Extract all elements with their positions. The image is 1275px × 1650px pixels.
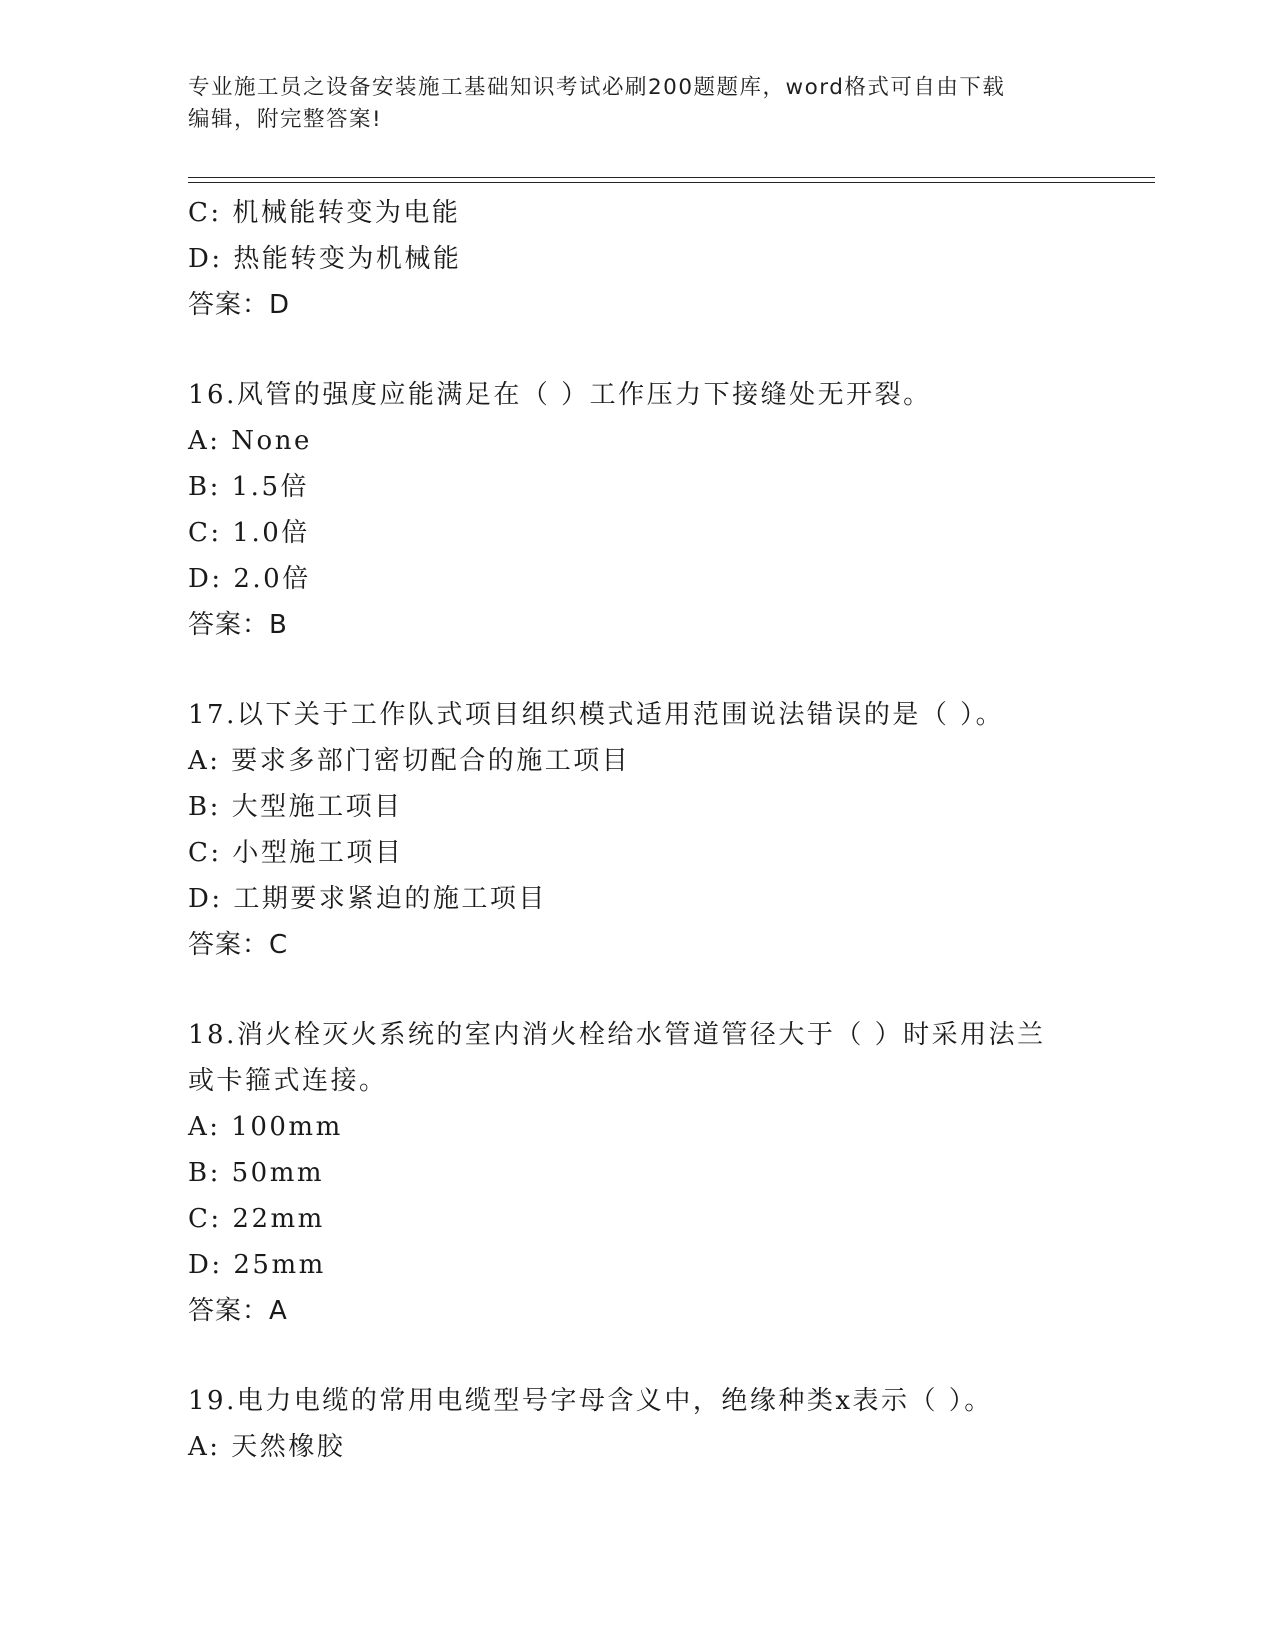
option-b: B: 50mm [188, 1158, 325, 1188]
option-c: C: 机械能转变为电能 [188, 198, 461, 228]
question-block-16 [188, 372, 1088, 648]
answer-label: 答案：C [188, 930, 289, 960]
option-a: A: 要求多部门密切配合的施工项目 [188, 746, 631, 776]
question-block-15 [188, 190, 1088, 328]
header-divider-top [188, 177, 1155, 178]
question-block-18 [188, 1012, 1088, 1334]
question-text-line-2: 或卡箍式连接。 [188, 1066, 388, 1096]
question-text: 19.电力电缆的常用电缆型号字母含义中，绝缘种类x表示（ ）。 [188, 1386, 993, 1416]
option-a: A: None [188, 426, 312, 456]
question-text: 16.风管的强度应能满足在（ ）工作压力下接缝处无开裂。 [188, 380, 932, 410]
question-list [188, 190, 1088, 1470]
header-title-line-2: 编辑，附完整答案! [188, 107, 383, 132]
answer-label: 答案：B [188, 610, 288, 640]
option-a: A: 天然橡胶 [188, 1432, 346, 1462]
option-d: D: 工期要求紧迫的施工项目 [188, 884, 547, 914]
question-text-line-1: 18.消火栓灭火系统的室内消火栓给水管道管径大于（ ）时采用法兰 [188, 1020, 1046, 1050]
spacer [188, 648, 1088, 692]
answer-label: 答案：A [188, 1296, 288, 1326]
spacer [188, 968, 1088, 1012]
option-b: B: 1.5倍 [188, 472, 309, 502]
question-block-19 [188, 1378, 1088, 1470]
spacer [188, 328, 1088, 372]
option-d: D: 2.0倍 [188, 564, 311, 594]
header-divider-bottom [188, 182, 1155, 183]
question-block-17 [188, 692, 1088, 968]
answer-label: 答案：D [188, 290, 291, 320]
option-d: D: 热能转变为机械能 [188, 244, 462, 274]
spacer [188, 1334, 1088, 1378]
option-a: A: 100mm [188, 1112, 343, 1142]
option-c: C: 1.0倍 [188, 518, 310, 548]
header-title-line-1: 专业施工员之设备安装施工基础知识考试必刷200题题库，word格式可自由下载 [188, 75, 1006, 100]
option-d: D: 25mm [188, 1250, 326, 1280]
option-b: B: 大型施工项目 [188, 792, 403, 822]
option-c: C: 22mm [188, 1204, 325, 1234]
question-text: 17.以下关于工作队式项目组织模式适用范围说法错误的是（ ）。 [188, 700, 1005, 730]
option-c: C: 小型施工项目 [188, 838, 404, 868]
document-header [188, 72, 1088, 136]
